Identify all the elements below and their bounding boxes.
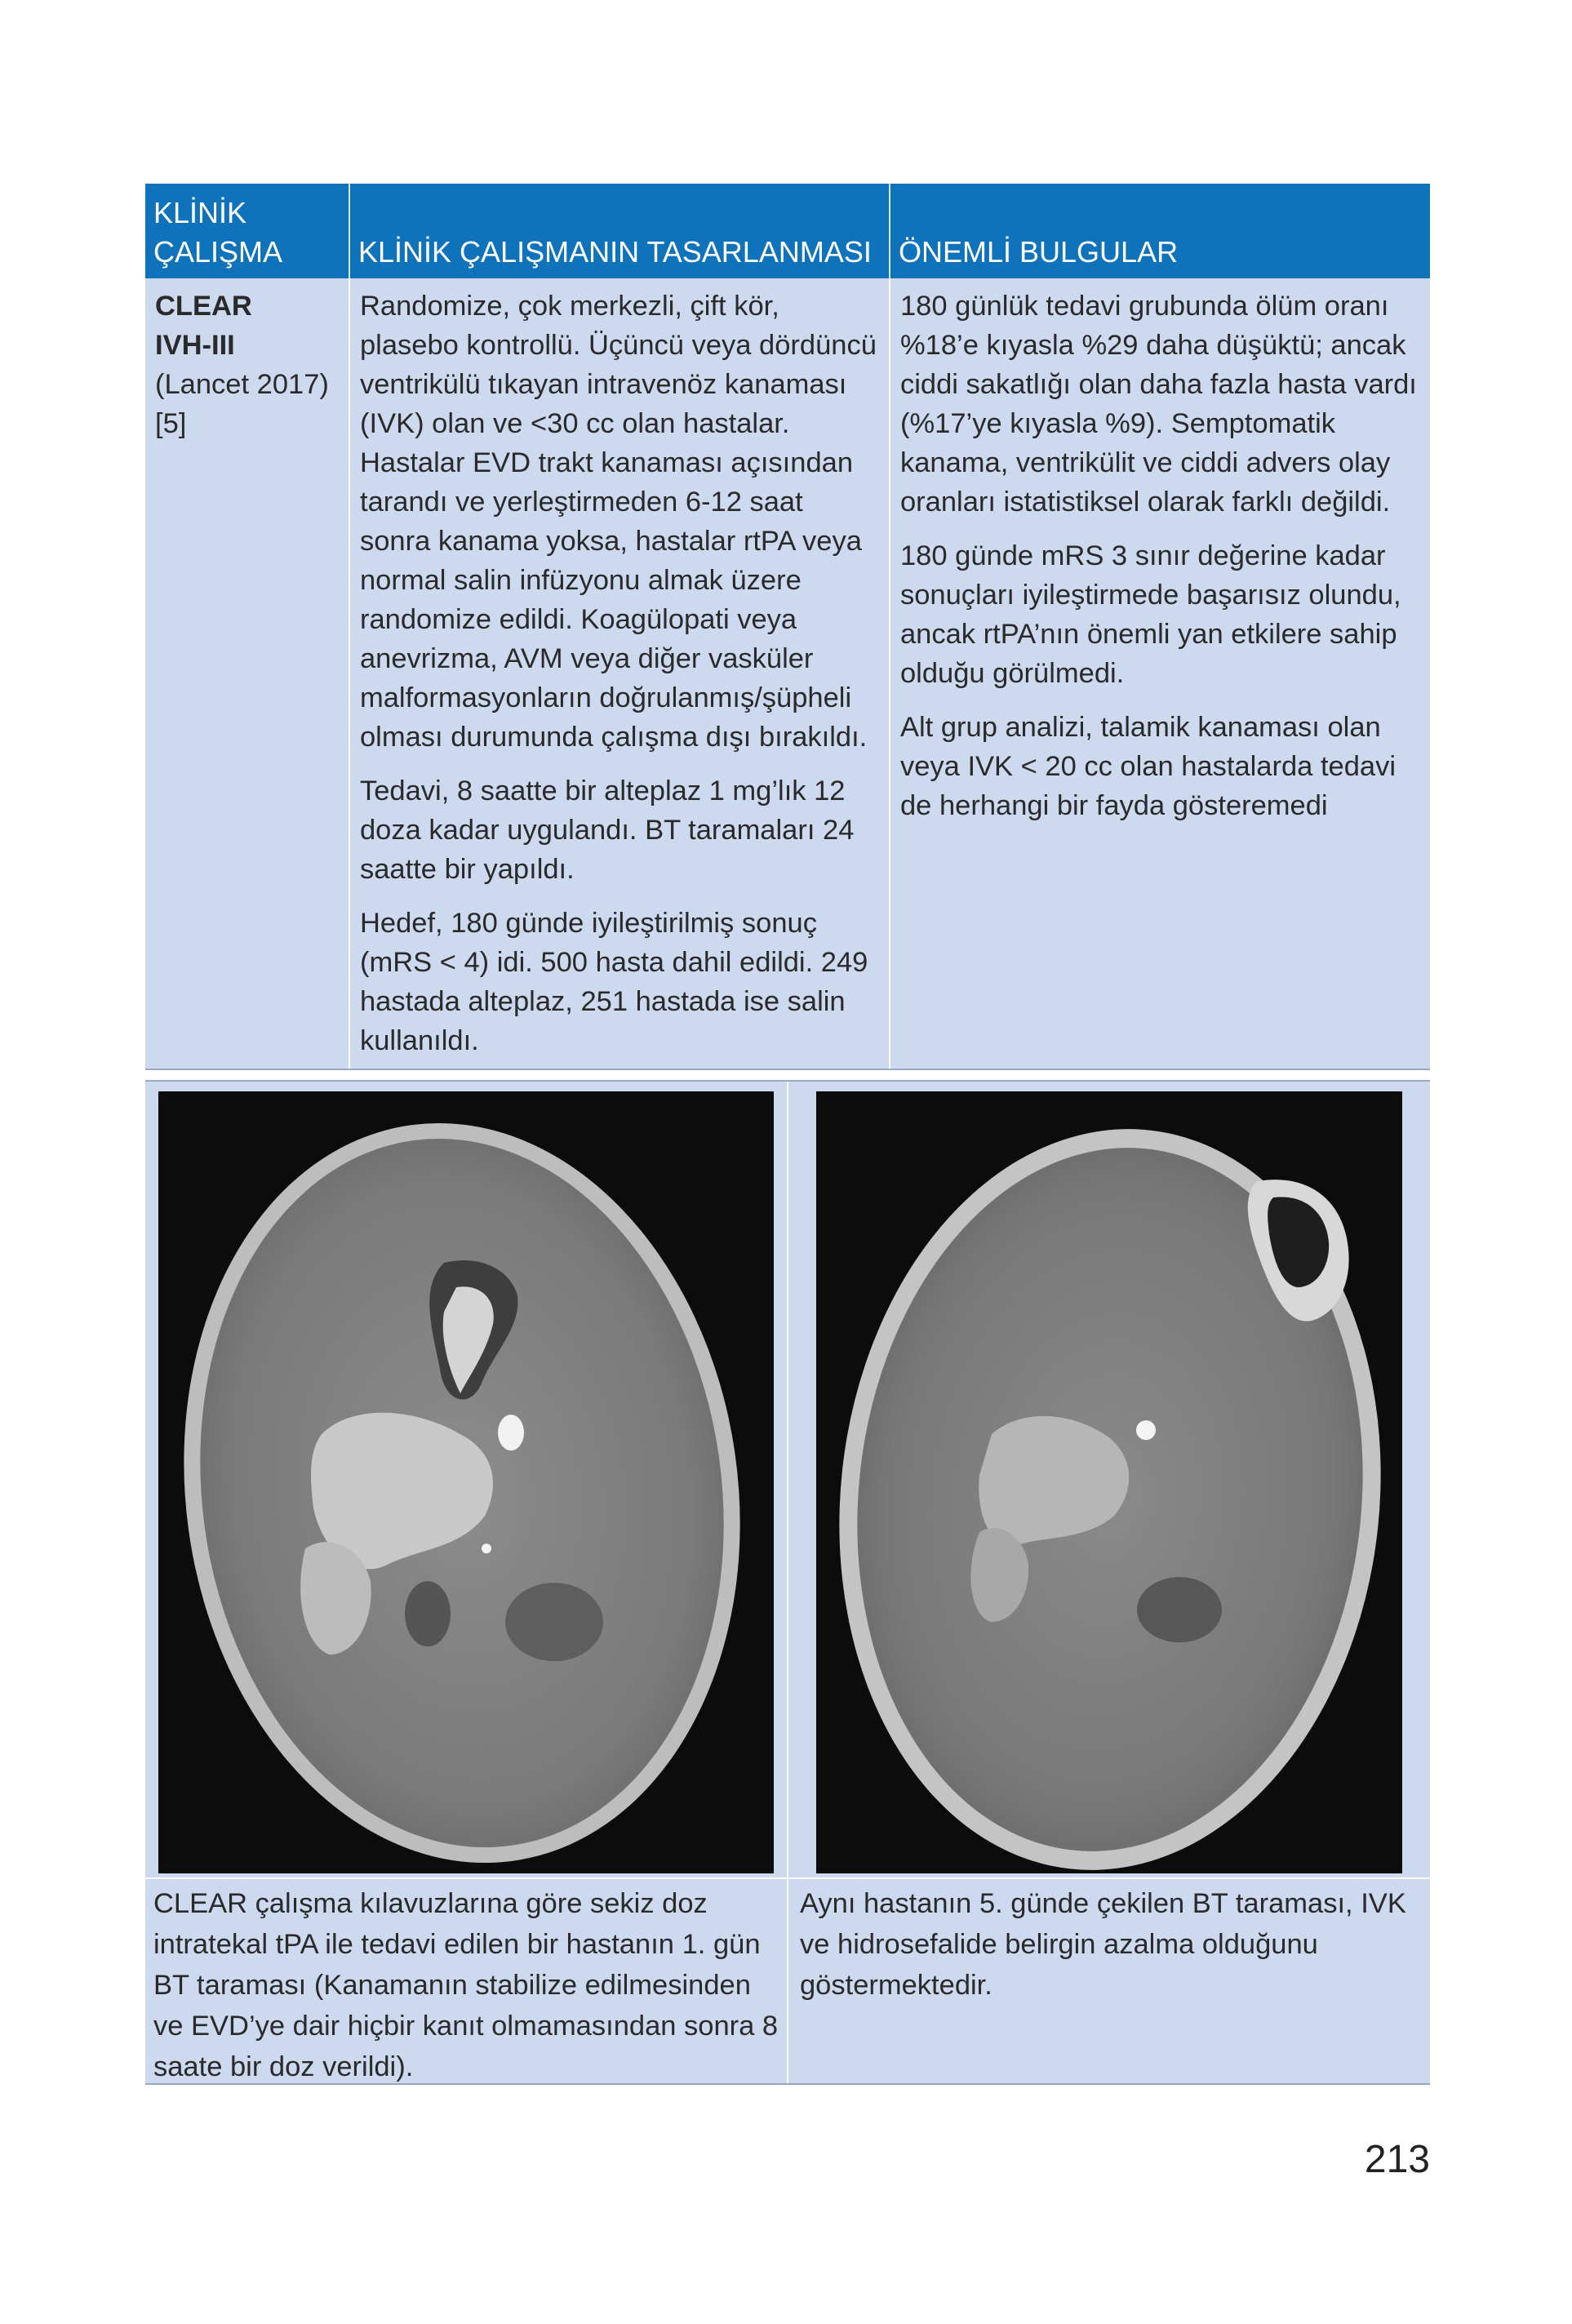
- key-findings-cell: [890, 278, 1430, 1069]
- header-trial-design: KLİNİK ÇALIŞMANIN TASARLANMASI: [349, 184, 890, 278]
- trial-source: (Lancet 2017): [155, 369, 329, 400]
- ct-scan-figure: [145, 1080, 1430, 2085]
- trial-name-cell: [145, 278, 349, 1069]
- table-header-row: [145, 184, 1430, 278]
- page-number: 213: [1364, 2138, 1430, 2181]
- design-paragraph: Hedef, 180 günde iyileştirilmiş sonuç (mRS < 4) idi. 500 hasta dahil edildi. 249 hastada alteplaz, 251 hastada ise salin kullanıldı.: [360, 908, 868, 1056]
- figure-divider: [787, 1082, 788, 2083]
- design-paragraph: Tedavi, 8 saatte bir alteplaz 1 mg’lık 12 doza kadar uygulandı. BT taramaları 24 saatte bir yapıldı.: [360, 775, 855, 885]
- clinical-trial-table: [145, 184, 1430, 1070]
- findings-paragraph: 180 günde mRS 3 sınır değerine kadar sonuçları iyileştirmede başarısız olundu, ancak rtPA’nın önemli yan etkilere sahip olduğu görülmedi.: [900, 540, 1401, 689]
- design-paragraph: Randomize, çok merkezli, çift kör, plasebo kontrollü. Üçüncü veya dördüncü ventrikülü tıkayan intravenöz kanaması (IVK) olan ve <30 cc olan hastalar. Hastalar EVD trakt kanaması açısından tarandı ve yerleştirmeden 6-12 saat sonra kanama yoksa, hastalar rtPA veya normal salin infüzyonu almak üzere randomize edildi. Koagülopati veya anevrizma, AVM veya diğer vasküler malformasyonların doğrulanmış/şüpheli olması durumunda çalışma dışı bırakıldı.: [360, 291, 877, 753]
- figure-caption-right: Aynı hastanın 5. günde çekilen BT taraması, IVK ve hidrosefalide belirgin azalma olduğunu göstermektedir.: [800, 1888, 1406, 2001]
- header-clinical-trial: KLİNİK ÇALIŞMA: [145, 184, 349, 278]
- findings-paragraph: Alt grup analizi, talamik kanaması olan veya IVK < 20 cc olan hastalarda tedavi de herhangi bir fayda gösteremedi: [900, 712, 1397, 821]
- figure-caption-left: CLEAR çalışma kılavuzlarına göre sekiz doz intratekal tPA ile tedavi edilen bir hastanın 1. gün BT taraması (Kanamanın stabilize edilmesinden ve EVD’ye dair hiçbir kanıt olmamasından sonra 8 saate bir doz verildi).: [153, 1888, 779, 2082]
- trial-reference: [5]: [155, 408, 187, 439]
- trial-name: CLEAR: [155, 291, 252, 322]
- caption-divider: [145, 1877, 1430, 1879]
- table-row: [145, 278, 1430, 1069]
- trial-design-cell: [349, 278, 890, 1069]
- ct-scan-day1-image: [158, 1091, 774, 1873]
- trial-name-subtitle: IVH-III: [155, 330, 235, 361]
- header-key-findings: ÖNEMLİ BULGULAR: [890, 184, 1430, 278]
- findings-paragraph: 180 günlük tedavi grubunda ölüm oranı %18’e kıyasla %29 daha düşüktü; ancak ciddi sakatlığı olan daha fazla hasta vardı (%17’ye kıyasla %9). Semptomatik kanama, ventrikülit ve ciddi advers olay oranları istatistiksel olarak farklı değildi.: [900, 291, 1417, 518]
- ct-scan-day5-image: [816, 1091, 1402, 1873]
